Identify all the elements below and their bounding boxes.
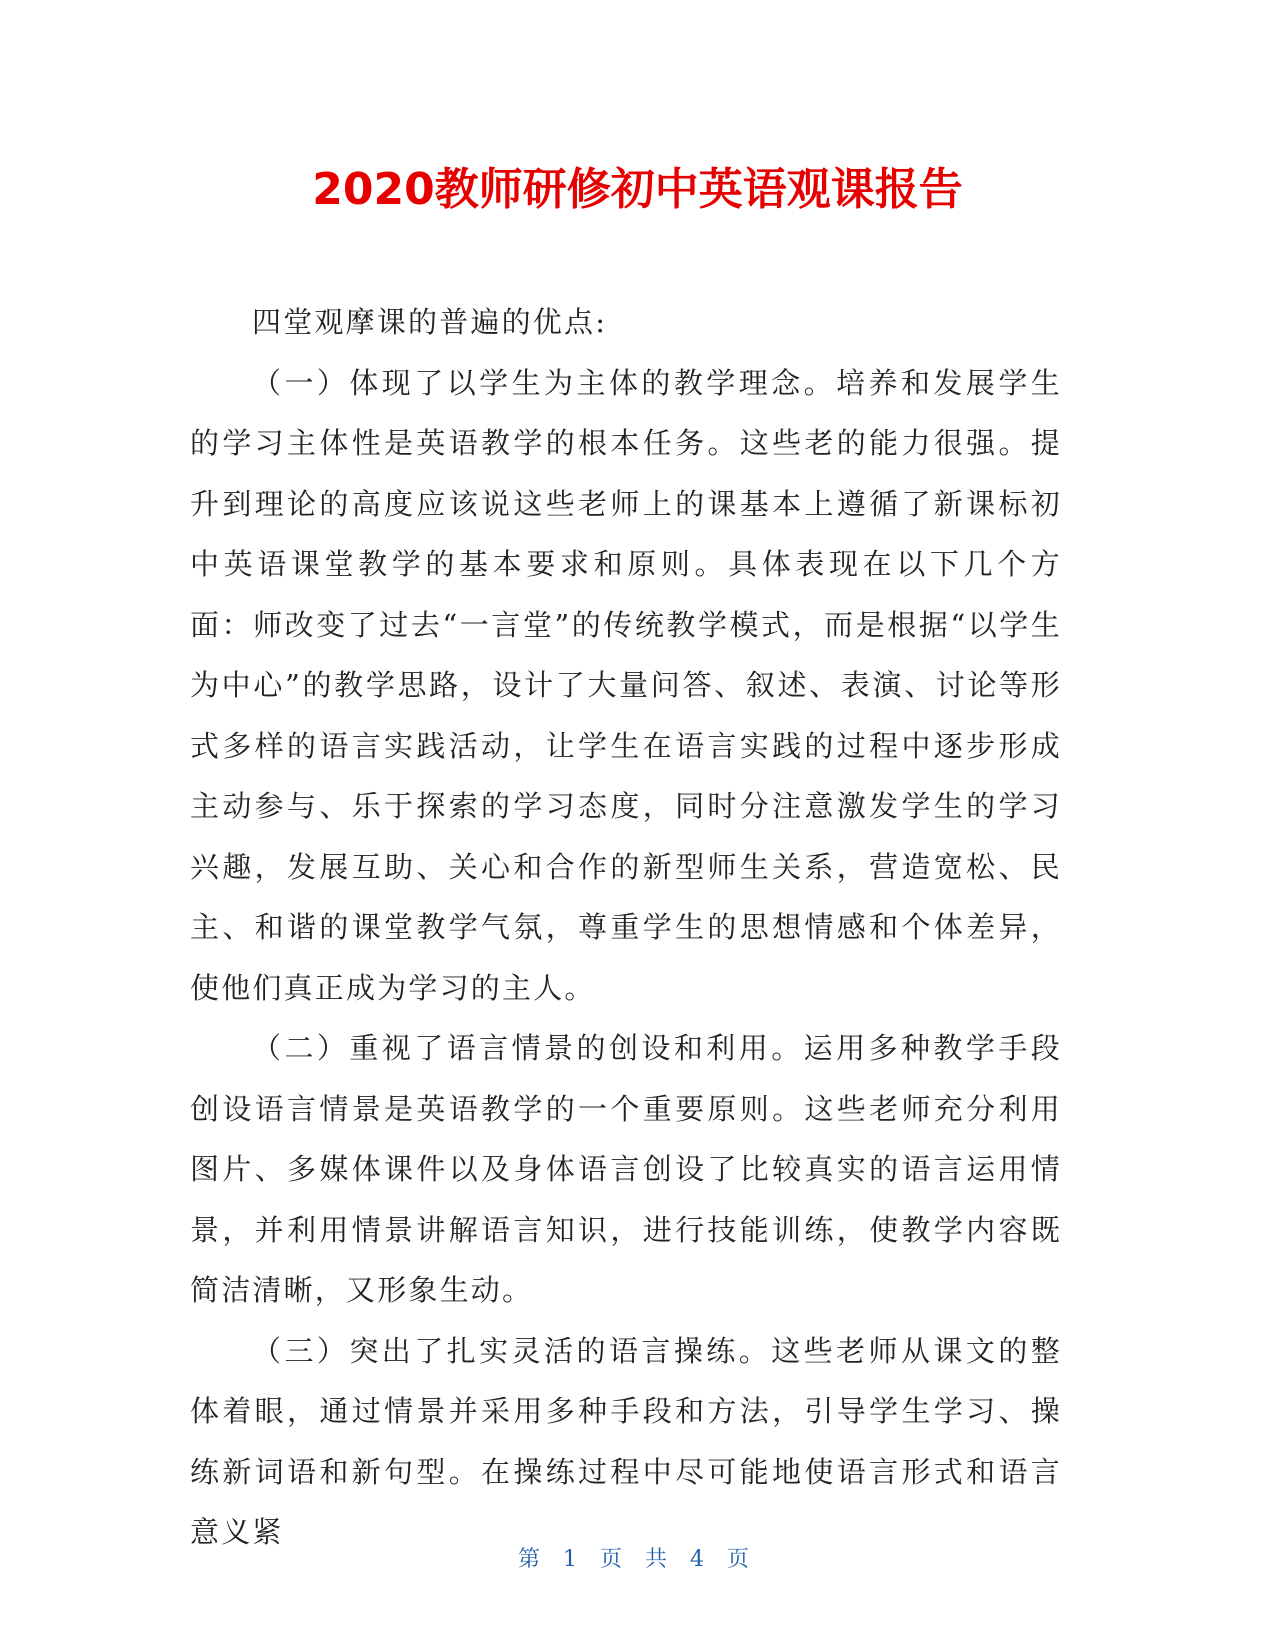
paragraph-point-3: （三）突出了扎实灵活的语言操练。这些老师从课文的整体着眼，通过情景并采用多种手段和方法，引导学生学习、操练新词语和新句型。在操练过程中尽可能地使语言形式和语言意义紧 bbox=[190, 1333, 1062, 1549]
document-body bbox=[190, 292, 1062, 1563]
document-title: 2020教师研修初中英语观课报告 bbox=[312, 164, 963, 215]
page-number-footer: 第 1 页 共 4 页 bbox=[518, 1547, 757, 1572]
paragraph-point-1: （一）体现了以学生为主体的教学理念。培养和发展学生的学习主体性是英语教学的根本任务。这些老的能力很强。提升到理论的高度应该说这些老师上的课基本上遵循了新课标初中英语课堂教学的基本要求和原则。具体表现在以下几个方面：师改变了过去“一言堂”的传统教学模式，而是根据“以学生为中心”的教学思路，设计了大量问答、叙述、表演、讨论等形式多样的语言实践活动，让学生在语言实践的过程中逐步形成主动参与、乐于探索的学习态度，同时分注意激发学生的学习兴趣，发展互助、关心和合作的新型师生关系，营造宽松、民主、和谐的课堂教学气氛，尊重学生的思想情感和个体差异，使他们真正成为学习的主人。 bbox=[190, 365, 1062, 1005]
paragraph-intro: 四堂观摩课的普遍的优点: bbox=[252, 305, 608, 339]
paragraph-point-2: （二）重视了语言情景的创设和利用。运用多种教学手段创设语言情景是英语教学的一个重要原则。这些老师充分利用图片、多媒体课件以及身体语言创设了比较真实的语言运用情景，并利用情景讲解语言知识，进行技能训练，使教学内容既简洁清晰，又形象生动。 bbox=[190, 1031, 1062, 1307]
